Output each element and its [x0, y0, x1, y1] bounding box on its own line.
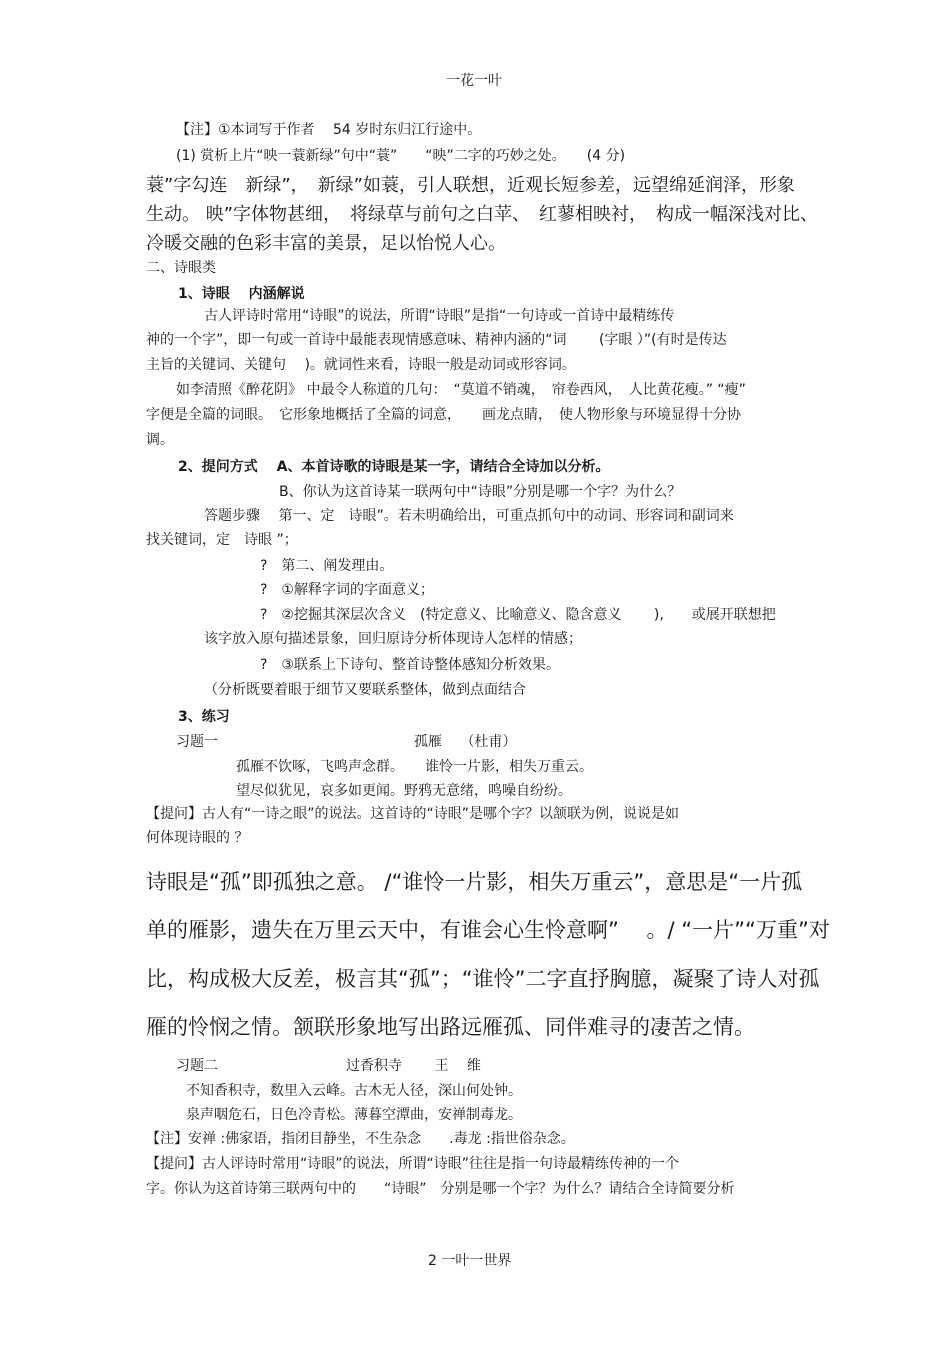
question-line: 【提问】古人评诗时常用“诗眼”的说法，所谓“诗眼”往往是指一句诗最精练传神的一个 [146, 1156, 680, 1172]
body-line: B、你认为这首诗某一联两句中“诗眼”分别是哪一个字？为什么？ [279, 484, 682, 500]
poem-line: 泉声咽危石，日色冷青松。薄暮空潭曲，安禅制毒龙。 [186, 1107, 522, 1123]
body-line: 神的一个字”，即一句或一首诗中最能表现情感意味、精神内涵的“词 (字眼 ）”(有时是传达 [146, 332, 727, 348]
question-line: (1) 赏析上片“映一蓑新绿”句中“蓑” “映”二字的巧妙之处。 (4 分) [176, 148, 626, 164]
exercise-label: 习题一 [176, 734, 218, 750]
step-line: ? ①解释字词的字面意义； [260, 582, 434, 598]
body-line: 如李清照《醉花阴》 中最令人称道的几句： “莫道不销魂， 帘卷西风， 人比黄花瘦。” “瘦” [176, 382, 746, 398]
body-line: 答题步骤 第一、定 诗眼”。若未明确给出，可重点抓句中的动词、形容词和副词来 [204, 508, 734, 524]
note-line: 【注】①本词写于作者 54 岁时东归江行途中。 [176, 122, 482, 138]
answer-line: 冷暖交融的色彩丰富的美景，足以怡悦人心。 [146, 233, 506, 254]
note-line: 【注】安禅 :佛家语，指闭目静坐，不生杂念 .毒龙 :指世俗杂念。 [146, 1131, 575, 1147]
body-line: 找关键词，定 诗眼 ”； [146, 532, 298, 548]
poem-line: 望尽似犹见，哀多如更闻。野鸦无意绪，鸣噪自纷纷。 [236, 783, 572, 799]
subsection-heading: 1、诗眼 内涵解说 [178, 286, 305, 302]
answer-line: 蓑”字勾连 新绿”， 新绿”如蓑，引人联想，近观长短参差，远望绵延润泽，形象 [146, 175, 795, 196]
exercise-label: 习题二 [176, 1058, 218, 1074]
body-line: 字便是全篇的词眼。 它形象地概括了全篇的词意， 画龙点睛， 使人物形象与环境显得十分协 [146, 407, 741, 423]
step-line: ? 第二、阐发理由。 [260, 558, 394, 574]
answer-line: 诗眼是“孤”即孤独之意。 /“谁怜一片影，相失万重云”，意思是“一片孤 [146, 870, 803, 894]
body-line: 古人评诗时常用“诗眼”的说法，所谓“诗眼”是指“一句诗或一首诗中最精练传 [204, 308, 675, 324]
step-line: ? ②挖掘其深层次含义 (特定意义、比喻意义、隐含意义 ), 或展开联想把 [260, 607, 776, 623]
question-line: 【提问】古人有“一诗之眼”的说法。这首诗的“诗眼”是哪个字？以颔联为例，说说是如 [146, 806, 680, 822]
step-line: 该字放入原句描述景象，回归原诗分析体现诗人怎样的情感； [204, 631, 582, 647]
body-line: 调。 [146, 432, 174, 448]
poem-line: 孤雁不饮啄，飞鸣声念群。 谁怜一片影，相失万重云。 [236, 759, 593, 775]
page-footer: 2 一叶一世界 [428, 1253, 512, 1269]
poem-line: 不知香积寺，数里入云峰。古木无人径，深山何处钟。 [186, 1083, 522, 1099]
question-line: 何体现诗眼的 ？ [146, 830, 249, 846]
answer-line: 生动。 映”字体物甚细， 将绿草与前句之白苹、 红蓼相映衬， 构成一幅深浅对比、 [146, 204, 819, 225]
answer-line: 单的雁影，遗失在万里云天中，有谁会心生怜意啊” 。/ “一片”“万重”对 [146, 918, 830, 942]
body-line: 主旨的关键词、关键句 )。就词性来看，诗眼一般是动词或形容词。 [146, 357, 576, 373]
poem-title: 过香积寺 王 维 [346, 1058, 481, 1074]
poem-title: 孤雁 （杜甫） [414, 734, 517, 750]
section-heading: 二、诗眼类 [146, 260, 216, 276]
step-line: ? ③联系上下诗句、整首诗整体感知分析效果。 [260, 657, 560, 673]
body-line: （分析既要着眼于细节又要联系整体，做到点面结合 [204, 682, 526, 698]
question-line: 字。你认为这首诗第三联两句中的 “诗眼” 分别是哪一个字？为什么？请结合全诗简要分析 [146, 1181, 735, 1197]
subsection-heading: 3、练习 [178, 709, 230, 725]
page-header: 一花一叶 [446, 73, 502, 89]
answer-line: 雁的怜悯之情。颔联形象地写出路远雁孤、同伴难寻的凄苦之情。 [146, 1015, 755, 1039]
subsection-heading: 2、提问方式 A、本首诗歌的诗眼是某一字，请结合全诗加以分析。 [178, 459, 610, 475]
answer-line: 比，构成极大反差，极言其“孤”；“谁怜”二字直抒胸臆，凝聚了诗人对孤 [146, 967, 820, 991]
